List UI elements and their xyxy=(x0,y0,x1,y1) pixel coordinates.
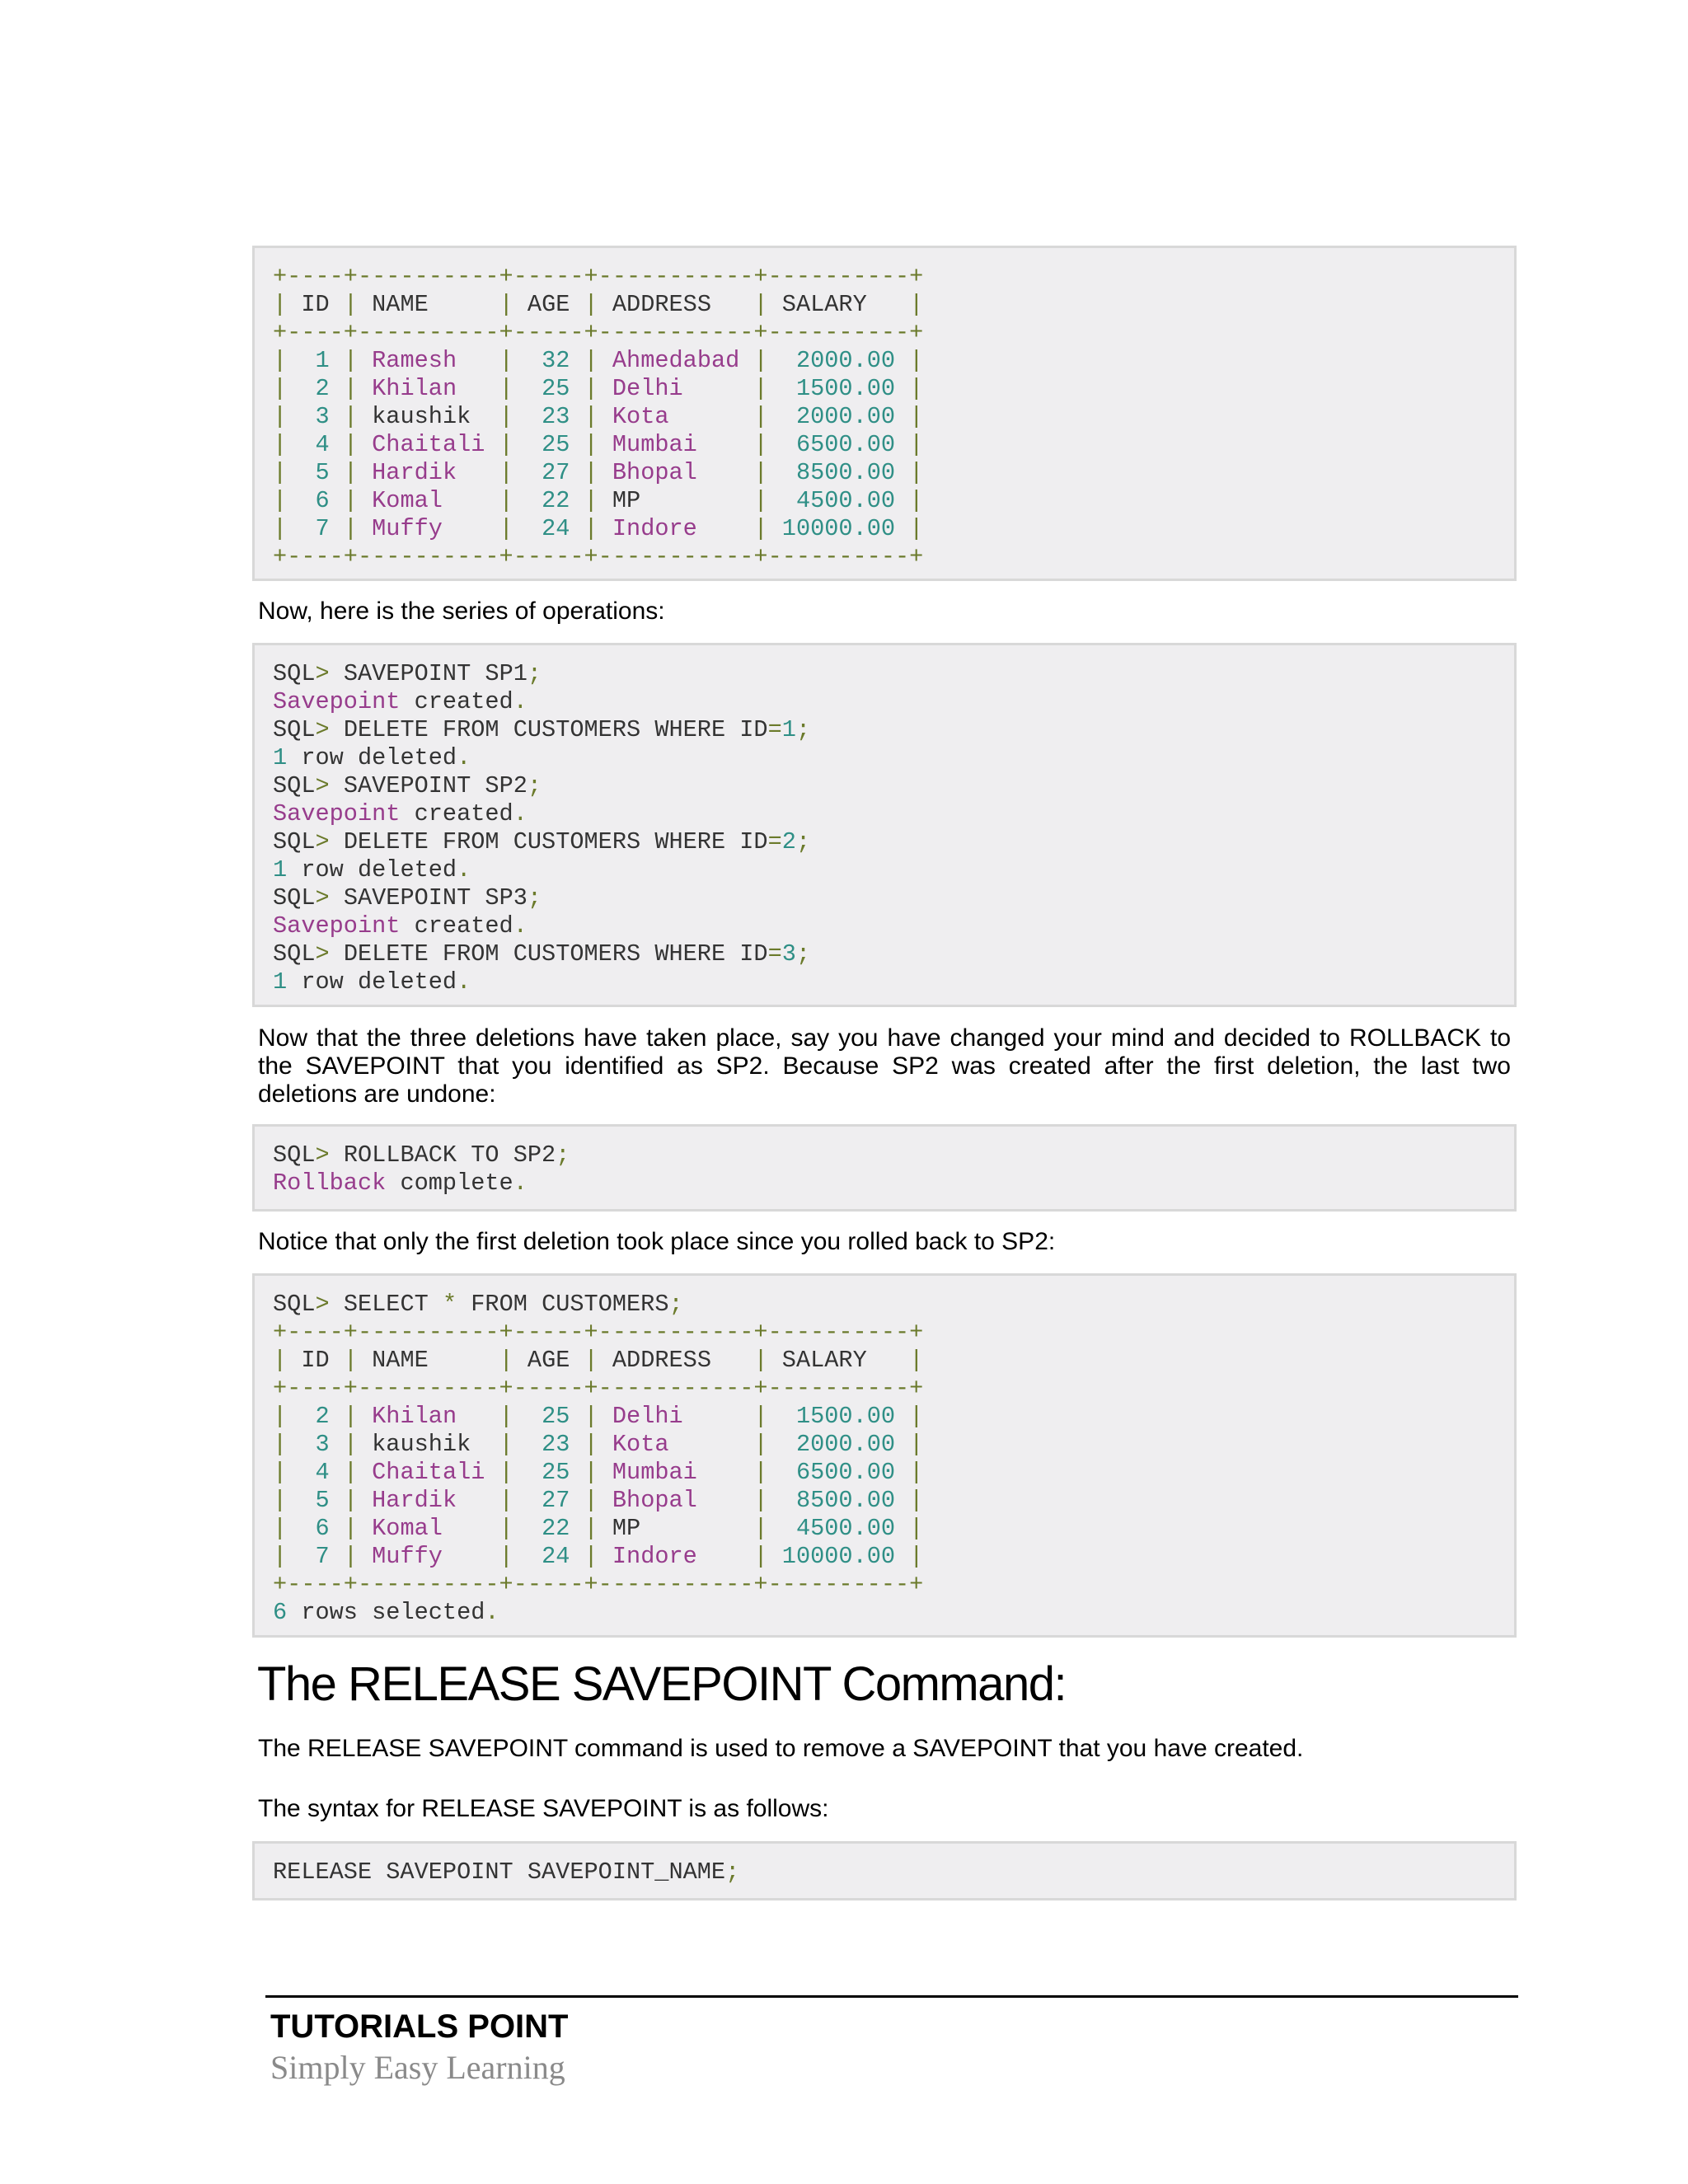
table-pipe: | xyxy=(909,375,924,402)
table-border: +----+----------+-----+-----------+----------+ xyxy=(273,1319,924,1346)
table-cell: 22 xyxy=(513,487,584,514)
table-pipe: | xyxy=(909,459,924,486)
table-pipe: | xyxy=(909,347,924,374)
code-token: row deleted xyxy=(287,968,457,996)
code-token: SQL xyxy=(273,660,316,687)
table-cell: 4500.00 xyxy=(767,487,910,514)
table-row xyxy=(273,1431,1514,1459)
code-token: ; xyxy=(527,884,542,912)
code-block-rollback xyxy=(252,1124,1517,1212)
code-token: DELETE FROM CUSTOMERS WHERE ID xyxy=(329,828,768,855)
table-pipe: | xyxy=(909,1431,924,1458)
table-pipe: | xyxy=(584,1515,598,1542)
code-token: ; xyxy=(795,828,811,855)
table-pipe: | xyxy=(753,459,768,486)
table-pipe: | xyxy=(343,515,358,542)
table-pipe: | xyxy=(499,1431,513,1458)
table-pipe: | xyxy=(584,1347,598,1374)
code-token: created xyxy=(400,800,513,827)
table-pipe: | xyxy=(753,291,768,318)
code-token: SQL xyxy=(273,828,316,855)
table-pipe: | xyxy=(909,1347,924,1374)
code-token: . xyxy=(457,744,471,771)
table-row xyxy=(273,1515,1514,1543)
table-cell: 6500.00 xyxy=(767,1459,910,1486)
table-pipe: | xyxy=(273,291,288,318)
table-header-cell: ADDRESS xyxy=(598,291,754,318)
sql-output-line xyxy=(273,856,1514,884)
table-pipe: | xyxy=(273,431,288,458)
footer-divider xyxy=(265,1995,1518,1998)
code-token: SQL xyxy=(273,940,316,968)
table-pipe: | xyxy=(584,431,598,458)
table-header-cell: NAME xyxy=(357,291,499,318)
code-token: > xyxy=(315,660,330,687)
table-pipe: | xyxy=(753,1459,768,1486)
table-cell: Mumbai xyxy=(598,431,754,458)
table-pipe: | xyxy=(584,1431,598,1458)
table-cell: 10000.00 xyxy=(767,1543,910,1570)
table-pipe: | xyxy=(499,431,513,458)
code-token: SQL xyxy=(273,772,316,799)
table-cell: Hardik xyxy=(357,459,499,486)
code-token: RELEASE SAVEPOINT SAVEPOINT_NAME xyxy=(273,1858,726,1886)
table-pipe: | xyxy=(584,403,598,430)
table-cell: 2000.00 xyxy=(767,1431,910,1458)
table-pipe: | xyxy=(343,431,358,458)
table-header-cell: ID xyxy=(287,1347,344,1374)
table-pipe: | xyxy=(343,403,358,430)
table-cell: 8500.00 xyxy=(767,1487,910,1514)
table-pipe: | xyxy=(584,347,598,374)
table-cell: 2 xyxy=(287,1403,344,1430)
code-token: SAVEPOINT SP1 xyxy=(329,660,528,687)
table-pipe: | xyxy=(584,487,598,514)
table-pipe: | xyxy=(343,347,358,374)
table-cell: 32 xyxy=(513,347,584,374)
sql-command-line xyxy=(273,884,1514,912)
table-row xyxy=(273,431,1514,459)
table-cell: 23 xyxy=(513,1431,584,1458)
table-cell: 4 xyxy=(287,1459,344,1486)
code-token: > xyxy=(315,884,330,912)
table-cell: 23 xyxy=(513,403,584,430)
table-pipe: | xyxy=(499,1487,513,1514)
table-pipe: | xyxy=(499,487,513,514)
table-border: +----+----------+-----+-----------+----------+ xyxy=(273,263,924,290)
table-cell: Kota xyxy=(598,1431,754,1458)
code-token: Savepoint xyxy=(273,688,401,715)
code-token: SQL xyxy=(273,716,316,743)
code-block-initial-table xyxy=(252,246,1517,581)
table-pipe: | xyxy=(753,1487,768,1514)
table-cell: Delhi xyxy=(598,1403,754,1430)
code-token: SQL xyxy=(273,884,316,912)
table-pipe: | xyxy=(343,1543,358,1570)
table-cell: Khilan xyxy=(357,1403,499,1430)
table-cell: Chaitali xyxy=(357,431,499,458)
sql-output-line xyxy=(273,912,1514,940)
code-token: = xyxy=(767,716,782,743)
table-cell: 27 xyxy=(513,1487,584,1514)
table-cell: 4500.00 xyxy=(767,1515,910,1542)
code-token: created xyxy=(400,688,513,715)
code-block-operations xyxy=(252,643,1517,1007)
table-pipe: | xyxy=(273,403,288,430)
table-pipe: | xyxy=(273,1347,288,1374)
table-pipe: | xyxy=(499,1403,513,1430)
table-pipe: | xyxy=(273,1543,288,1570)
table-pipe: | xyxy=(343,1459,358,1486)
table-pipe: | xyxy=(343,487,358,514)
table-cell: Ahmedabad xyxy=(598,347,754,374)
table-pipe: | xyxy=(909,403,924,430)
code-token: complete xyxy=(386,1169,513,1197)
code-token: rows selected xyxy=(287,1599,485,1626)
table-cell: 5 xyxy=(287,1487,344,1514)
table-pipe: | xyxy=(753,487,768,514)
code-token: . xyxy=(485,1599,499,1626)
code-token: Savepoint xyxy=(273,912,401,940)
table-border: +----+----------+-----+-----------+----------+ xyxy=(273,1571,924,1598)
table-pipe: | xyxy=(343,375,358,402)
table-row xyxy=(273,515,1514,543)
table-cell: Delhi xyxy=(598,375,754,402)
table-cell: 22 xyxy=(513,1515,584,1542)
table-cell: Ramesh xyxy=(357,347,499,374)
table-pipe: | xyxy=(753,375,768,402)
table-border: +----+----------+-----+-----------+----------+ xyxy=(273,1375,924,1402)
table-row xyxy=(273,375,1514,403)
sql-output-line xyxy=(273,968,1514,996)
code-token: > xyxy=(315,1141,330,1169)
paragraph-operations-intro: Now, here is the series of operations: xyxy=(258,598,665,625)
code-block-release-syntax xyxy=(252,1841,1517,1900)
table-row xyxy=(273,1459,1514,1487)
sql-command-line xyxy=(273,828,1514,856)
table-cell: MP xyxy=(598,487,754,514)
sql-command-line xyxy=(273,940,1514,968)
table-cell: Muffy xyxy=(357,515,499,542)
code-token: SAVEPOINT SP2 xyxy=(329,772,528,799)
table-header-cell: SALARY xyxy=(767,1347,910,1374)
sql-output-line xyxy=(273,688,1514,716)
table-cell: Indore xyxy=(598,515,754,542)
table-pipe: | xyxy=(343,1403,358,1430)
code-token: ; xyxy=(527,660,542,687)
table-pipe: | xyxy=(584,291,598,318)
table-pipe: | xyxy=(909,291,924,318)
code-token: row deleted xyxy=(287,744,457,771)
table-pipe: | xyxy=(753,1543,768,1570)
code-token: 1 xyxy=(273,744,288,771)
table-border-line xyxy=(273,319,1514,347)
table-cell: Komal xyxy=(357,487,499,514)
table-cell: 25 xyxy=(513,375,584,402)
table-pipe: | xyxy=(499,1515,513,1542)
code-token: = xyxy=(767,940,782,968)
code-token: SQL xyxy=(273,1141,316,1169)
table-cell: 2000.00 xyxy=(767,403,910,430)
code-token: . xyxy=(513,912,528,940)
table-cell: Mumbai xyxy=(598,1459,754,1486)
code-token: > xyxy=(315,940,330,968)
table-pipe: | xyxy=(343,1347,358,1374)
table-pipe: | xyxy=(273,1403,288,1430)
code-token: ; xyxy=(795,716,811,743)
sql-output-line xyxy=(273,1169,1514,1197)
table-pipe: | xyxy=(753,1403,768,1430)
table-header-cell: ID xyxy=(287,291,344,318)
sql-command-line xyxy=(273,716,1514,744)
paragraph-release-description: The RELEASE SAVEPOINT command is used to remove a SAVEPOINT that you have created. xyxy=(258,1735,1304,1762)
table-pipe: | xyxy=(753,403,768,430)
table-cell: 7 xyxy=(287,515,344,542)
code-token: ; xyxy=(725,1858,740,1886)
table-cell: Komal xyxy=(357,1515,499,1542)
table-cell: 3 xyxy=(287,403,344,430)
table-cell: kaushik xyxy=(357,1431,499,1458)
table-border-line xyxy=(273,263,1514,291)
table-pipe: | xyxy=(343,1487,358,1514)
table-row xyxy=(273,403,1514,431)
table-pipe: | xyxy=(584,515,598,542)
table-cell: 10000.00 xyxy=(767,515,910,542)
sql-output-line xyxy=(273,744,1514,772)
table-cell: 5 xyxy=(287,459,344,486)
table-border: +----+----------+-----+-----------+----------+ xyxy=(273,543,924,570)
sql-command-line xyxy=(273,660,1514,688)
code-token: ; xyxy=(668,1291,683,1318)
code-token: > xyxy=(315,716,330,743)
table-pipe: | xyxy=(753,431,768,458)
table-pipe: | xyxy=(909,487,924,514)
table-cell: Muffy xyxy=(357,1543,499,1570)
table-pipe: | xyxy=(584,1459,598,1486)
table-pipe: | xyxy=(499,515,513,542)
code-token: DELETE FROM CUSTOMERS WHERE ID xyxy=(329,716,768,743)
table-header-cell: SALARY xyxy=(767,291,910,318)
table-cell: 1500.00 xyxy=(767,1403,910,1430)
table-pipe: | xyxy=(753,1431,768,1458)
code-token: 2 xyxy=(781,828,796,855)
table-pipe: | xyxy=(753,1347,768,1374)
table-pipe: | xyxy=(499,1347,513,1374)
code-token: ; xyxy=(556,1141,570,1169)
table-pipe: | xyxy=(273,1487,288,1514)
table-row xyxy=(273,1487,1514,1515)
table-cell: 25 xyxy=(513,1459,584,1486)
table-cell: Khilan xyxy=(357,375,499,402)
table-cell: 6 xyxy=(287,1515,344,1542)
table-cell: 2 xyxy=(287,375,344,402)
code-token: . xyxy=(513,1169,528,1197)
table-border-line xyxy=(273,1375,1514,1403)
code-token: Savepoint xyxy=(273,800,401,827)
table-cell: 7 xyxy=(287,1543,344,1570)
code-token: SAVEPOINT SP3 xyxy=(329,884,528,912)
table-pipe: | xyxy=(273,347,288,374)
sql-output-line xyxy=(273,800,1514,828)
table-cell: Kota xyxy=(598,403,754,430)
sql-output-line xyxy=(273,1599,1514,1627)
table-border-line xyxy=(273,1319,1514,1347)
table-cell: Bhopal xyxy=(598,1487,754,1514)
table-pipe: | xyxy=(273,459,288,486)
table-row xyxy=(273,1403,1514,1431)
table-pipe: | xyxy=(343,291,358,318)
table-pipe: | xyxy=(343,1431,358,1458)
table-border-line xyxy=(273,1571,1514,1599)
table-pipe: | xyxy=(753,1515,768,1542)
code-token: > xyxy=(315,1291,330,1318)
code-token: * xyxy=(442,1291,457,1318)
table-cell: 27 xyxy=(513,459,584,486)
table-pipe: | xyxy=(499,459,513,486)
table-header-line xyxy=(273,291,1514,319)
table-cell: 2000.00 xyxy=(767,347,910,374)
table-cell: 24 xyxy=(513,1543,584,1570)
table-pipe: | xyxy=(343,1515,358,1542)
table-pipe: | xyxy=(273,1515,288,1542)
table-cell: 24 xyxy=(513,515,584,542)
table-pipe: | xyxy=(273,515,288,542)
code-token: ; xyxy=(795,940,811,968)
table-pipe: | xyxy=(584,459,598,486)
table-pipe: | xyxy=(273,375,288,402)
table-pipe: | xyxy=(584,1403,598,1430)
code-token: . xyxy=(513,688,528,715)
table-cell: Hardik xyxy=(357,1487,499,1514)
table-pipe: | xyxy=(909,1403,924,1430)
code-token: DELETE FROM CUSTOMERS WHERE ID xyxy=(329,940,768,968)
sql-command-line xyxy=(273,1141,1514,1169)
code-token: ROLLBACK TO SP2 xyxy=(329,1141,556,1169)
table-pipe: | xyxy=(499,1459,513,1486)
code-token: 6 xyxy=(273,1599,288,1626)
table-cell: Chaitali xyxy=(357,1459,499,1486)
table-cell: 1 xyxy=(287,347,344,374)
table-cell: 25 xyxy=(513,1403,584,1430)
table-cell: Indore xyxy=(598,1543,754,1570)
code-token: row deleted xyxy=(287,856,457,883)
table-row xyxy=(273,347,1514,375)
table-cell: MP xyxy=(598,1515,754,1542)
table-pipe: | xyxy=(499,1543,513,1570)
table-border: +----+----------+-----+-----------+----------+ xyxy=(273,319,924,346)
code-token: created xyxy=(400,912,513,940)
table-pipe: | xyxy=(909,431,924,458)
sql-command-line xyxy=(273,772,1514,800)
sql-command-line xyxy=(273,1291,1514,1319)
table-header-cell: ADDRESS xyxy=(598,1347,754,1374)
table-pipe: | xyxy=(273,1459,288,1486)
table-pipe: | xyxy=(584,375,598,402)
table-pipe: | xyxy=(753,347,768,374)
code-block-select-result xyxy=(252,1273,1517,1638)
table-cell: kaushik xyxy=(357,403,499,430)
table-header-cell: AGE xyxy=(513,1347,584,1374)
table-border-line xyxy=(273,543,1514,571)
code-token: > xyxy=(315,772,330,799)
table-pipe: | xyxy=(753,515,768,542)
code-token: SQL xyxy=(273,1291,316,1318)
code-token: = xyxy=(767,828,782,855)
table-pipe: | xyxy=(909,1515,924,1542)
table-header-cell: AGE xyxy=(513,291,584,318)
section-heading: The RELEASE SAVEPOINT Command: xyxy=(257,1657,1067,1711)
paragraph-syntax-intro: The syntax for RELEASE SAVEPOINT is as follows: xyxy=(258,1795,829,1822)
table-row xyxy=(273,1543,1514,1571)
table-pipe: | xyxy=(584,1487,598,1514)
paragraph-rollback-explanation: Now that the three deletions have taken place, say you have changed your mind and decided to ROLLBACK to the SAVEPOINT that you identified as SP2. Because SP2 was created after the first deletion, the last two deletions are undone: xyxy=(258,1024,1511,1108)
table-header-line xyxy=(273,1347,1514,1375)
table-cell: 8500.00 xyxy=(767,459,910,486)
table-cell: 6500.00 xyxy=(767,431,910,458)
code-token: 3 xyxy=(781,940,796,968)
table-cell: 6 xyxy=(287,487,344,514)
table-pipe: | xyxy=(584,1543,598,1570)
code-token: . xyxy=(457,968,471,996)
table-row xyxy=(273,487,1514,515)
paragraph-notice: Notice that only the first deletion took place since you rolled back to SP2: xyxy=(258,1228,1056,1255)
table-pipe: | xyxy=(499,403,513,430)
code-token: FROM CUSTOMERS xyxy=(457,1291,669,1318)
sql-command-line xyxy=(273,1858,1514,1886)
footer-brand: TUTORIALS POINT xyxy=(270,2008,569,2045)
table-pipe: | xyxy=(499,347,513,374)
table-pipe: | xyxy=(343,459,358,486)
table-cell: 4 xyxy=(287,431,344,458)
code-token: > xyxy=(315,828,330,855)
table-cell: 25 xyxy=(513,431,584,458)
table-pipe: | xyxy=(909,1487,924,1514)
table-pipe: | xyxy=(909,515,924,542)
table-cell: 1500.00 xyxy=(767,375,910,402)
code-token: 1 xyxy=(273,856,288,883)
code-token: Rollback xyxy=(273,1169,387,1197)
code-token: 1 xyxy=(781,716,796,743)
table-pipe: | xyxy=(909,1543,924,1570)
code-token: SELECT xyxy=(329,1291,443,1318)
table-pipe: | xyxy=(273,1431,288,1458)
footer-tagline: Simply Easy Learning xyxy=(270,2049,565,2086)
table-cell: Bhopal xyxy=(598,459,754,486)
code-token: ; xyxy=(527,772,542,799)
code-token: . xyxy=(513,800,528,827)
code-token: . xyxy=(457,856,471,883)
table-row xyxy=(273,459,1514,487)
table-cell: 3 xyxy=(287,1431,344,1458)
code-token: 1 xyxy=(273,968,288,996)
table-pipe: | xyxy=(499,291,513,318)
table-pipe: | xyxy=(499,375,513,402)
table-pipe: | xyxy=(909,1459,924,1486)
table-pipe: | xyxy=(273,487,288,514)
table-header-cell: NAME xyxy=(357,1347,499,1374)
